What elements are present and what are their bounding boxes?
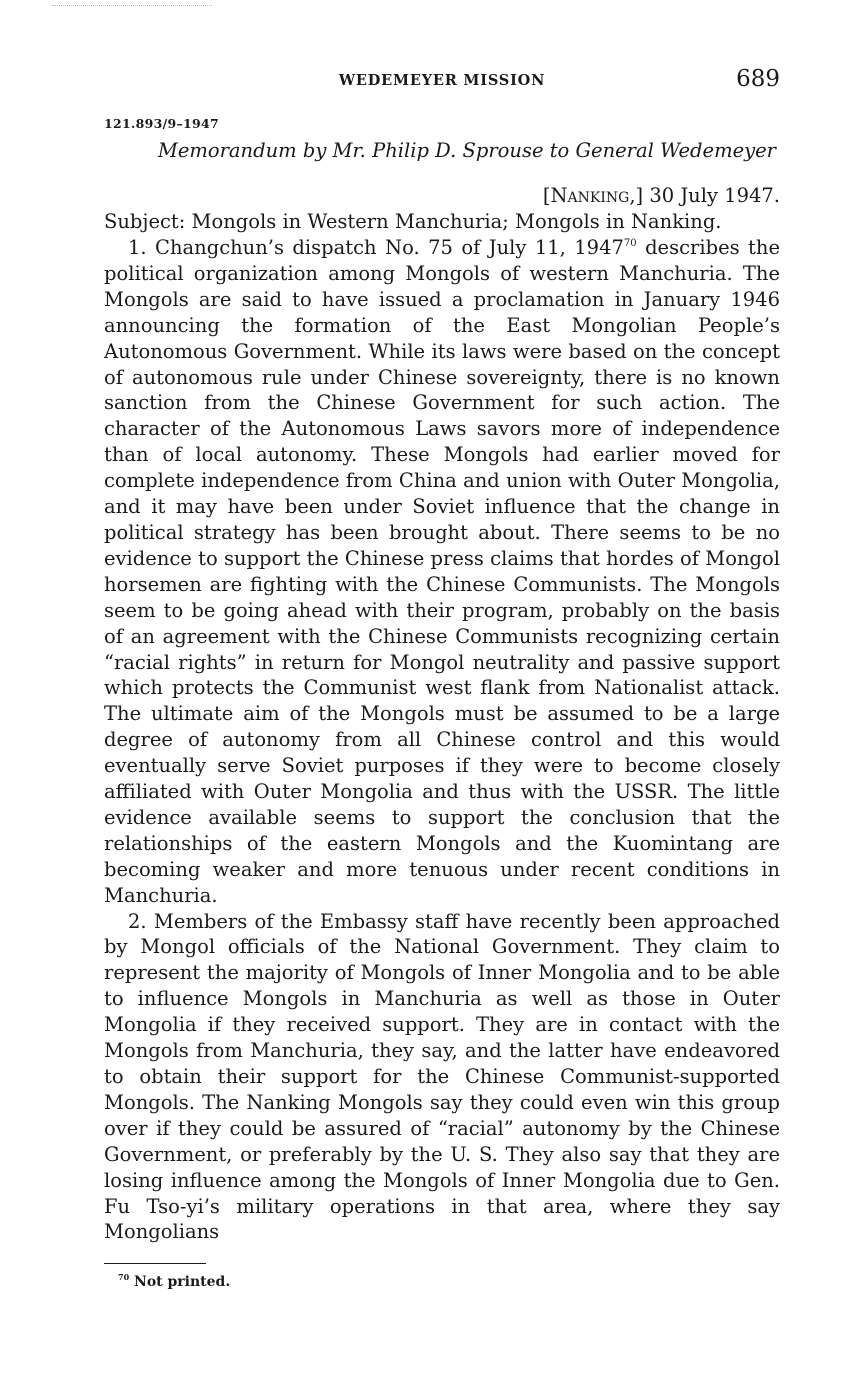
page-number: 689 xyxy=(736,66,780,92)
footnote-marker: 70 xyxy=(118,1272,130,1283)
top-edge-rule xyxy=(52,5,212,6)
subject-line: Subject: Mongols in Western Manchuria; Mongols in Nanking. xyxy=(104,210,722,233)
paragraph-2: 2. Members of the Embassy staff have recently been approached by Mongol officials of the National Government. They claim to represent the majority of Mongols of Inner Mongolia and to be able to influence Mongols in Manchuria as well as those in Outer Mongolia if they received support. They are in contact with the Mongols from Manchuria, they say, and the latter have endeavored to obtain their support for the Chinese Communist-supported Mongols. The Nanking Mongols say they could even win this group over if they could be assured of “racial” autonomy by the Chinese Government, or preferably by the U. S. They also say that they are losing influence among the Mongols of Inner Mongolia due to Gen. Fu Tso-yi’s military operations in that area, where they say Mongolians xyxy=(104,909,780,1244)
running-head xyxy=(104,64,780,98)
footnote xyxy=(118,1272,780,1290)
book-page xyxy=(104,64,780,1290)
running-title: WEDEMEYER MISSION xyxy=(338,72,546,89)
dateline-date: 30 July 1947. xyxy=(649,184,780,207)
paragraph-1-lead: 1. Changchun’s dispatch No. 75 of July 11, 1947 xyxy=(128,236,624,259)
footnote-reference: 70 xyxy=(623,238,637,249)
dateline xyxy=(104,183,780,209)
document-title: Memorandum by Mr. Philip D. Sprouse to General Wedemeyer xyxy=(157,139,776,162)
paragraph-1-body: describes the political organization among Mongols of western Manchuria. The Mongols are said to have issued a proclamation in January 1946 announcing the formation of the East Mongolian People’s Autonomous Government. While its laws were based on the concept of autonomous rule under Chinese sovereignty, there is no known sanction from the Chinese Government for such action. The character of the Autonomous Laws savors more of independence than of local autonomy. These Mongols had earlier moved for complete independence from China and union with Outer Mongolia, and it may have been under Soviet influence that the change in political strategy has been brought about. There seems to be no evidence to support the Chinese press claims that hordes of Mongol horsemen are fighting with the Chinese Communists. The Mongols seem to be going ahead with their program, probably on the basis of an agreement with the Chinese Communists recognizing certain “racial rights” in return for Mongol neutrality and passive support which protects the Communist west flank from Nationalist attack. The ultimate aim of the Mongols must be assumed to be a large degree of autonomy from all Chinese control and this would eventually serve Soviet purposes if they were to become closely affiliated with Outer Mongolia and thus with the USSR. The little evidence available seems to support the conclusion that the relationships of the eastern Mongols and the Kuomintang are becoming weaker and more tenuous under recent conditions in Manchuria. xyxy=(104,236,780,907)
dateline-place: [Nanking,] xyxy=(542,184,644,207)
file-number: 121.893/9–1947 xyxy=(104,116,220,131)
paragraph-1 xyxy=(104,235,780,909)
footnote-text: Not printed. xyxy=(134,1274,231,1291)
footnote-rule xyxy=(104,1263,206,1264)
